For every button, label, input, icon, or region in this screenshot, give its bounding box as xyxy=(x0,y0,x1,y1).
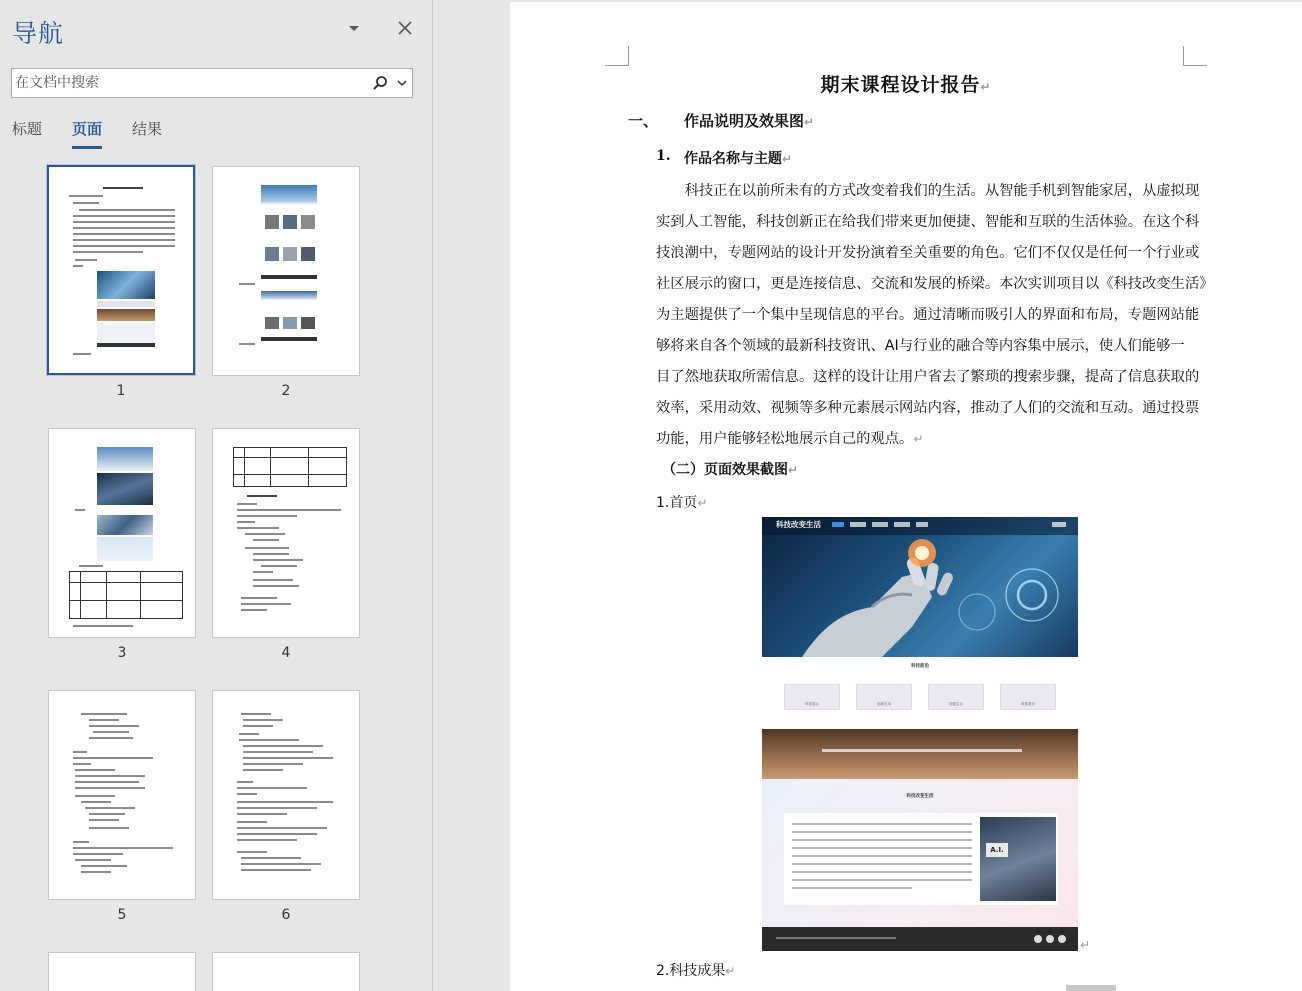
paragraph-line: 为主题提供了一个集中呈现信息的平台。通过清晰而吸引人的界面和布局，专题网站能 xyxy=(656,307,1200,323)
nav-close-button[interactable] xyxy=(396,19,414,37)
page-number-1: 1 xyxy=(116,383,126,399)
screenshot-footer xyxy=(762,927,1078,951)
vertical-scrollbar[interactable] xyxy=(1292,0,1302,991)
page-number-6: 6 xyxy=(281,907,291,923)
ai-badge: A.I. xyxy=(986,843,1008,857)
screenshot-card: 智能生活 xyxy=(928,684,984,710)
page-thumbnail-5[interactable] xyxy=(48,690,196,900)
page-thumbnail-2[interactable] xyxy=(212,166,360,376)
screenshot-nav-bar xyxy=(762,517,1078,535)
social-icon xyxy=(1058,935,1066,943)
paragraph-line: 效率，采用动效、视频等多种元素展示网站内容，推动了人们的交流和互动。通过投票 xyxy=(656,400,1200,416)
margin-corner-top-left xyxy=(605,46,629,66)
document-canvas[interactable] xyxy=(434,0,1302,991)
section-heading: 作品说明及效果图↵ xyxy=(684,112,815,130)
paragraph-line: 目了然地获取所需信息。这样的设计让用户省去了繁琐的搜索步骤，提高了信息获取的 xyxy=(656,369,1200,385)
nav-search-box xyxy=(11,68,413,98)
navigation-pane xyxy=(0,0,433,991)
page-number-5: 5 xyxy=(117,907,127,923)
paragraph-line: 科技正在以前所未有的方式改变着我们的生活。从智能手机到智能家居，从虚拟现 xyxy=(656,183,1200,199)
tab-results[interactable]: 结果 xyxy=(132,120,163,138)
nav-pane-title: 导航 xyxy=(12,19,65,48)
paragraph-line: 够将来自各个领域的最新科技资讯、AI与行业的融合等内容集中展示，使人们能够一 xyxy=(656,338,1185,354)
tab-pages[interactable]: 页面 xyxy=(72,120,103,138)
page-thumbnail-8[interactable] xyxy=(212,952,360,991)
screenshot-mountain-band xyxy=(762,729,1078,779)
section-number: 一、 xyxy=(628,112,659,130)
screenshot-card: 科技前沿 xyxy=(784,684,840,710)
social-icon xyxy=(1046,935,1054,943)
page-thumbnail-7[interactable] xyxy=(48,952,196,991)
nav-search-input[interactable] xyxy=(15,73,365,93)
paragraph-line: 社区展示的窗口，更是连接信息、交流和发展的桥梁。本次实训项目以《科技改变生活》 xyxy=(656,276,1214,292)
subsection-heading: 作品名称与主题↵ xyxy=(684,151,793,167)
robot-hand-illustration xyxy=(762,517,1078,657)
horizontal-scrollbar-thumb[interactable] xyxy=(1066,985,1116,991)
page-thumbnail-4[interactable] xyxy=(212,428,360,638)
page-number-4: 4 xyxy=(281,645,291,661)
paragraph-line: 功能，用户能够轻松地展示自己的观点。↵ xyxy=(656,431,924,447)
page-number-2: 2 xyxy=(281,383,291,399)
page-thumbnail-6[interactable] xyxy=(212,690,360,900)
page-thumbnail-3[interactable] xyxy=(48,428,196,638)
paragraph-line: 实到人工智能，科技创新正在给我们带来更加便捷、智能和互联的生活体验。在这个科 xyxy=(656,214,1200,230)
document-page[interactable] xyxy=(510,2,1302,991)
page-thumbnail-1[interactable] xyxy=(47,165,195,375)
search-icon[interactable] xyxy=(372,75,388,91)
subsection-number: 1. xyxy=(656,148,671,164)
paragraph-mark: ↵ xyxy=(1080,938,1091,952)
screenshot-hero-banner xyxy=(762,517,1078,657)
tab-headings[interactable]: 标题 xyxy=(12,120,43,138)
screenshot-about-section xyxy=(762,779,1078,927)
nav-options-dropdown[interactable] xyxy=(346,20,362,36)
screenshot-card: 联系我们 xyxy=(1000,684,1056,710)
chevron-down-icon xyxy=(346,20,362,36)
social-icon xyxy=(1034,935,1042,943)
ai-robot-image xyxy=(980,817,1056,901)
screenshot-card: 创新应用 xyxy=(856,684,912,710)
homepage-label: 1.首页↵ xyxy=(656,495,708,511)
screenshot-about-card xyxy=(784,813,1058,905)
margin-corner-top-right xyxy=(1183,46,1207,66)
close-icon xyxy=(396,19,414,37)
search-options-chevron-icon[interactable] xyxy=(396,77,408,89)
document-title: 期末课程设计报告↵ xyxy=(820,74,992,96)
achievements-label: 2.科技成果↵ xyxy=(656,963,736,979)
homepage-screenshot-image[interactable] xyxy=(762,517,1078,951)
effects-heading: （二）页面效果截图↵ xyxy=(662,462,799,478)
screenshot-section-title: 科技前沿 xyxy=(911,664,929,669)
screenshot-about-title: 科技改变生活 xyxy=(906,794,934,799)
paragraph-line: 技浪潮中，专题网站的设计开发扮演着至关重要的角色。它们不仅仅是任何一个行业或 xyxy=(656,245,1200,261)
page-number-3: 3 xyxy=(117,645,127,661)
screenshot-brand: 科技改变生活 xyxy=(776,520,821,529)
